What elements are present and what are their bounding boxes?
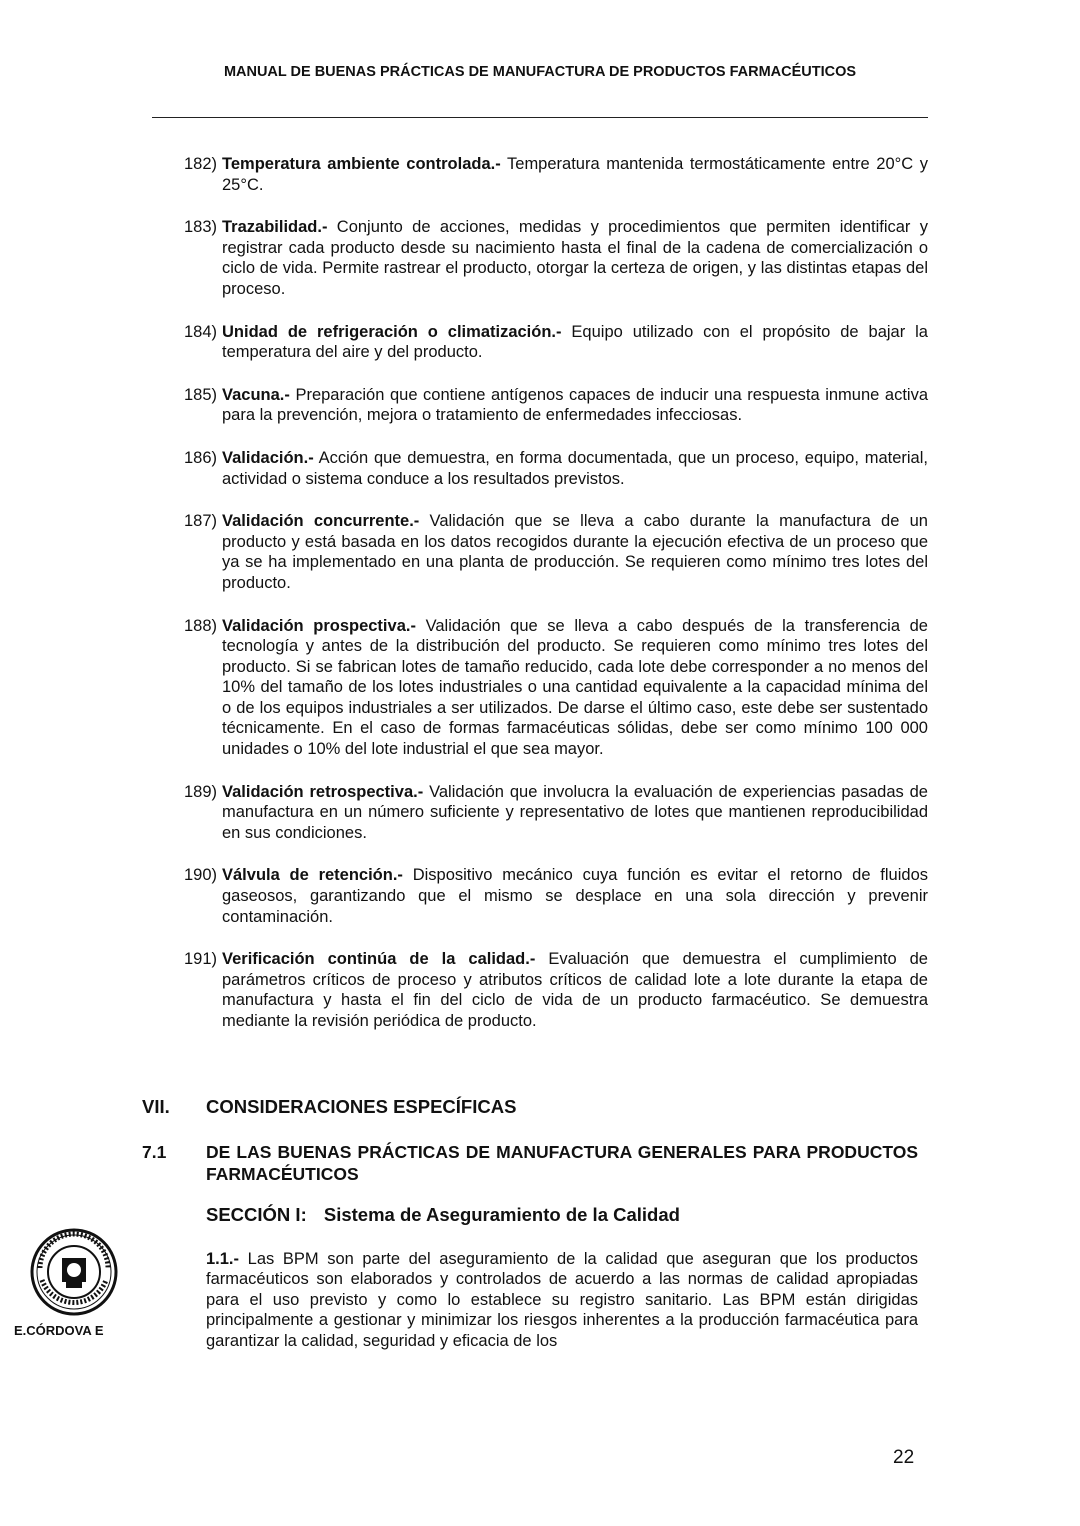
definition-text: Preparación que contiene antígenos capaces de inducir una respuesta inmune activa para la prevención, mejora o tratamiento de enfermedades infecciosas.: [222, 385, 928, 425]
header-divider: [152, 117, 928, 118]
paragraph-1-1-number: 1.1.-: [206, 1250, 240, 1268]
seccion-i-title: Sistema de Aseguramiento de la Calidad: [323, 1204, 680, 1225]
paragraph-1-1: [206, 1249, 918, 1351]
definition-text: Validación que involucra la evaluación de experiencias pasadas de manufactura en un número suficiente y representativo de lotes que mantienen reproducibilidad en sus condiciones.: [222, 782, 928, 842]
definition-item: [184, 511, 928, 593]
definition-number: 185): [184, 385, 218, 404]
definition-number: 186): [184, 448, 218, 467]
seccion-i-label: SECCIÓN I:: [206, 1204, 307, 1225]
definition-item: [184, 448, 928, 489]
section-vii-number: VII.: [142, 1096, 170, 1117]
definition-item: [184, 385, 928, 426]
definition-item: [184, 616, 928, 760]
definition-term: Vacuna.-: [222, 385, 290, 404]
page-header-title: MANUAL DE BUENAS PRÁCTICAS DE MANUFACTURA DE PRODUCTOS FARMACÉUTICOS: [223, 64, 857, 80]
section-vii-title: CONSIDERACIONES ESPECÍFICAS: [206, 1096, 517, 1117]
section-7-1-title: DE LAS BUENAS PRÁCTICAS DE MANUFACTURA GENERALES PARA PRODUCTOS FARMACÉUTICOS: [206, 1142, 918, 1184]
definition-term: Unidad de refrigeración o climatización.-: [222, 322, 562, 341]
definition-text: Validación que se lleva a cabo después de la transferencia de tecnología y antes de la distribución del producto. Se requieren como mínimo tres lotes del producto. Si se fabrican lotes de tamaño reducido, cada lote debe corresponder a no menos del 10% del tamaño de los lotes industriales o una cantidad equivalente a la capacidad mínima del o de los equipos industriales a ser utilizados. De darse el último caso, este debe ser sustentado técnicamente. En el caso de formas farmacéuticas sólidas, debe ser como mínimo 100 000 unidades o 10% del lote industrial el que sea mayor.: [222, 616, 928, 759]
definition-text: Equipo utilizado con el propósito de bajar la temperatura del aire y del producto.: [222, 322, 928, 362]
definitions-list: [184, 154, 928, 1054]
definition-number: 189): [184, 782, 218, 801]
definition-term: Validación.-: [222, 448, 314, 467]
definition-item: [184, 154, 928, 195]
definition-text: Acción que demuestra, en forma documentada, que un proceso, equipo, material, actividad o sistema conduce a los resultados previstos.: [222, 448, 928, 488]
section-7-1-heading: [142, 1141, 918, 1185]
definition-number: 190): [184, 866, 218, 885]
definition-term: Trazabilidad.-: [222, 218, 328, 237]
definition-term: Validación retrospectiva.-: [222, 782, 424, 801]
definition-item: [184, 949, 928, 1031]
definition-number: 184): [184, 322, 218, 341]
definition-term: Verificación continúa de la calidad.-: [222, 950, 536, 969]
definition-item: [184, 322, 928, 363]
section-7-1-number: 7.1: [142, 1142, 167, 1162]
definition-term: Válvula de retención.-: [222, 866, 403, 885]
seal-signature-name: E.CÓRDOVA E: [14, 1323, 104, 1338]
definition-item: [184, 865, 928, 927]
definition-term: Temperatura ambiente controlada.-: [222, 155, 501, 173]
definition-text: Evaluación que demuestra el cumplimiento de parámetros críticos de proceso y atributos críticos de calidad lote a lote durante la etapa de manufactura y hasta el fin del ciclo de vida de un producto farmacéutico. Se demuestra mediante la revisión periódica de producto.: [222, 950, 928, 1030]
definition-number: 187): [184, 512, 218, 531]
seccion-i-heading: [206, 1204, 680, 1226]
definition-number: 191): [184, 950, 218, 969]
definition-number: 188): [184, 616, 218, 635]
definition-text: Dispositivo mecánico cuya función es evitar el retorno de fluidos gaseosos, garantizando que el mismo se desplace en una sola dirección y prevenir contaminación.: [222, 866, 928, 926]
definition-item: [184, 217, 928, 299]
definition-term: Validación prospectiva.-: [222, 616, 416, 635]
paragraph-1-1-text: Las BPM son parte del aseguramiento de la calidad que aseguran que los productos farmacéuticos son elaborados y controlados de acuerdo a las normas de calidad apropiadas para el uso previsto y como lo establece su registro sanitario. Las BPM están dirigidas principalmente a gestionar y minimizar los riesgos inherentes a la producción farmacéutica para garantizar la calidad, seguridad y eficacia de los: [206, 1250, 919, 1350]
definition-text: Validación que se lleva a cabo durante la manufactura de un producto y está basada en los datos recogidos durante la ejecución efectiva de un proceso que ya se ha implementado en una planta de producción. Se requieren como mínimo tres lotes del producto.: [222, 512, 928, 592]
definition-number: 183): [184, 218, 218, 237]
definition-term: Validación concurrente.-: [222, 512, 420, 531]
definition-text: Temperatura mantenida termostáticamente entre 20°C y 25°C.: [222, 155, 928, 194]
definition-number: 182): [184, 155, 218, 173]
page-number: 22: [893, 1447, 915, 1468]
definition-text: Conjunto de acciones, medidas y procedimientos que permiten identificar y registrar cada producto desde su nacimiento hasta el final de la cadena de comercialización o ciclo de vida. Permite rastrear el producto, otorgar la certeza de origen, y las distintas etapas del proceso.: [222, 218, 928, 298]
definition-item: [184, 782, 928, 844]
official-seal-icon: [30, 1228, 118, 1316]
